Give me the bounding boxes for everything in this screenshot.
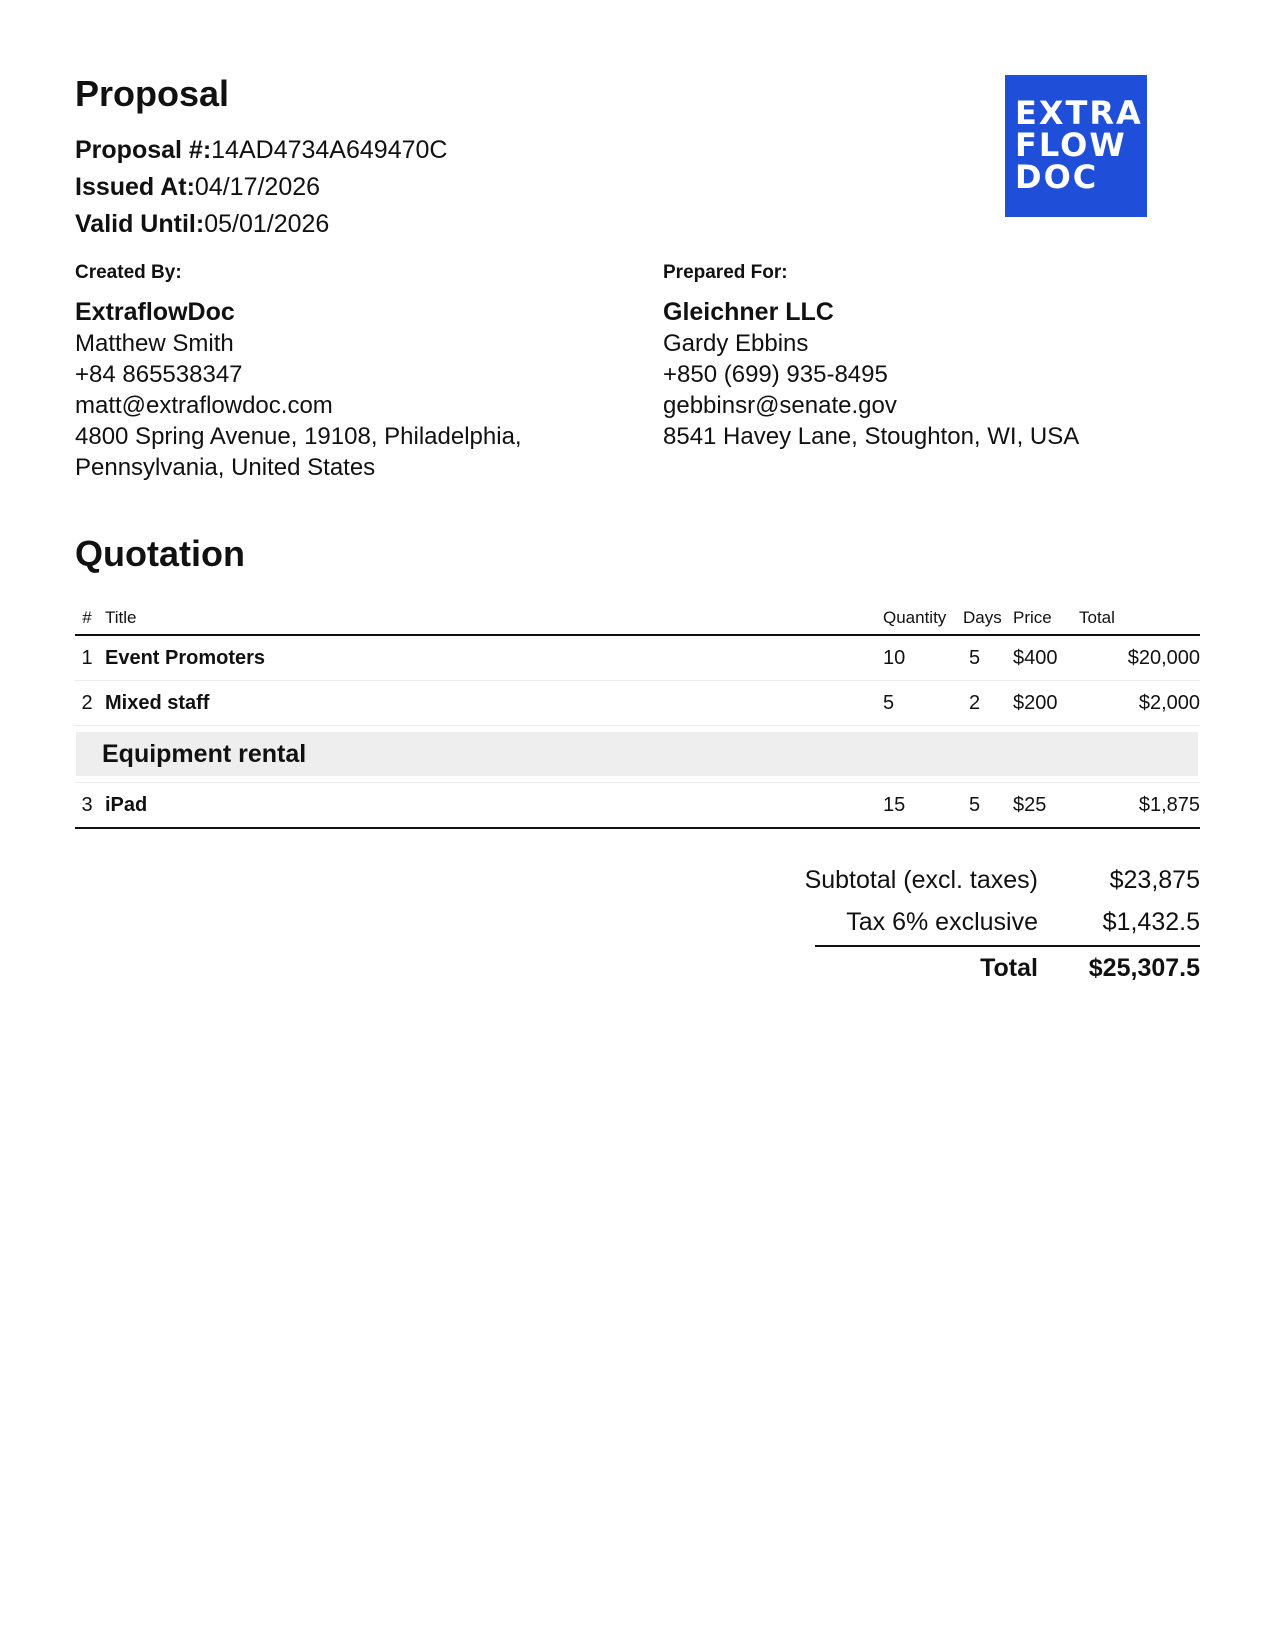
total-label: Total (980, 954, 1038, 982)
page-title: Proposal (75, 73, 230, 114)
logo-line-1: EXTRA (1015, 94, 1143, 132)
proposal-number: 14AD4734A649470C (211, 136, 448, 164)
row-number: 3 (75, 783, 99, 829)
issued-at-label: Issued At: (75, 173, 195, 201)
client-address: 8541 Havey Lane, Stoughton, WI, USA (663, 423, 1080, 450)
column-header-price: Price (1013, 594, 1073, 635)
creator-company: ExtraflowDoc (75, 298, 235, 326)
tax-row (815, 901, 1200, 943)
group-heading: Equipment rental (76, 732, 1198, 776)
row-days: 5 (963, 635, 1013, 681)
client-email: gebbinsr@senate.gov (663, 392, 897, 419)
proposal-number-line (75, 132, 447, 169)
table-row (75, 783, 1200, 829)
row-title: Mixed staff (99, 681, 883, 726)
prepared-for-block (663, 260, 1183, 452)
row-quantity: 15 (883, 783, 963, 829)
column-header-quantity: Quantity (883, 594, 963, 635)
tax-value: $1,432.5 (1102, 908, 1200, 936)
logo-line-3: DOC (1015, 158, 1099, 196)
creator-email: matt@extraflowdoc.com (75, 392, 333, 419)
created-by-block (75, 260, 545, 483)
creator-phone: +84 865538347 (75, 361, 243, 388)
column-header-number: # (75, 594, 99, 635)
row-title: iPad (99, 783, 883, 829)
company-logo (1005, 75, 1147, 217)
row-total: $1,875 (1073, 783, 1200, 829)
table-header-row (75, 594, 1200, 635)
column-header-total: Total (1073, 594, 1200, 635)
row-total: $2,000 (1073, 681, 1200, 726)
creator-address-line-2: Pennsylvania, United States (75, 454, 376, 481)
table-group-row (75, 726, 1200, 783)
row-number: 2 (75, 681, 99, 726)
table-row (75, 635, 1200, 681)
row-price: $400 (1013, 635, 1073, 681)
proposal-header (75, 70, 1200, 240)
valid-until-line (75, 206, 447, 243)
column-header-title: Title (99, 594, 883, 635)
subtotal-value: $23,875 (1109, 866, 1200, 894)
row-price: $25 (1013, 783, 1073, 829)
column-header-days: Days (963, 594, 1013, 635)
totals-summary (75, 859, 1200, 1019)
proposal-page (75, 70, 1200, 1019)
row-quantity: 5 (883, 681, 963, 726)
valid-until-label: Valid Until: (75, 210, 205, 238)
creator-address-line-1: 4800 Spring Avenue, 19108, Philadelphia, (75, 423, 522, 450)
row-price: $200 (1013, 681, 1073, 726)
proposal-number-label: Proposal #: (75, 136, 212, 164)
table-row (75, 681, 1200, 726)
logo-line-2: FLOW (1015, 126, 1127, 164)
prepared-for-label: Prepared For: (663, 262, 788, 283)
row-title: Event Promoters (99, 635, 883, 681)
client-name: Gardy Ebbins (663, 330, 809, 357)
issued-at-value: 04/17/2026 (194, 173, 321, 201)
total-value: $25,307.5 (1088, 954, 1200, 982)
subtotal-label: Subtotal (excl. taxes) (804, 866, 1038, 894)
creator-name: Matthew Smith (75, 330, 234, 357)
client-phone: +850 (699) 935-8495 (663, 361, 888, 388)
row-days: 2 (963, 681, 1013, 726)
row-total: $20,000 (1073, 635, 1200, 681)
proposal-meta (75, 132, 447, 243)
quotation-title: Quotation (75, 533, 245, 574)
valid-until-value: 05/01/2026 (204, 210, 330, 238)
issued-at-line (75, 169, 447, 206)
row-days: 5 (963, 783, 1013, 829)
tax-label: Tax 6% exclusive (846, 908, 1038, 936)
row-quantity: 10 (883, 635, 963, 681)
subtotal-row (804, 859, 1200, 901)
client-company: Gleichner LLC (663, 298, 834, 326)
quotation-table (75, 594, 1200, 829)
parties-section (75, 260, 1200, 532)
total-row (815, 945, 1200, 989)
created-by-label: Created By: (75, 262, 182, 283)
row-number: 1 (75, 635, 99, 681)
